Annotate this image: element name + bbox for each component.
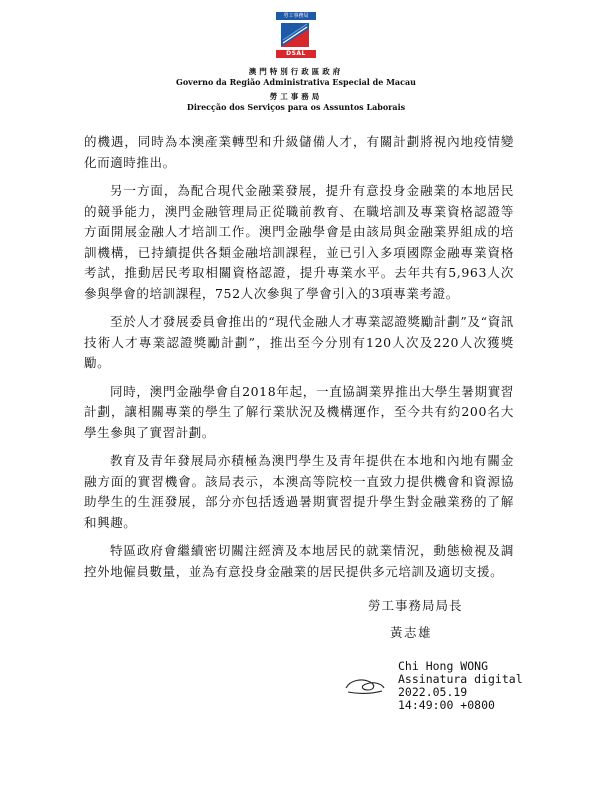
department-name-pt: Direcção dos Serviços para os Assuntos Laborais [186,102,406,112]
paragraph-4: 同時，澳門金融學會自2018年起，一直協調業界推出大學生暑期實習計劃，讓相關專業的學生了解行業狀況及機構運作，至今共有約200名大學生參與了實習計劃。 [84,383,514,440]
government-name-pt: Governo da Região Administrativa Especial de Macau [176,77,416,87]
paragraph-3: 至於人才發展委員會推出的“現代金融人才專業認證獎勵計劃”及“資訊技術人才專業認證獎勵計劃”，推出至今分別有120人次及220人次獲獎勵。 [84,314,514,370]
dsal-logo [276,12,316,58]
signatory-title: 勞工事務局局長 [368,598,463,613]
dsal-emblem-icon [279,21,313,49]
signatory-name: 黃志雄 [390,625,433,640]
digital-signature-signer: Chi Hong WONG [398,659,489,673]
digital-signature-block [398,660,523,712]
department-name-cn: 勞工事務局 [269,92,323,101]
paragraph-2: 另一方面，為配合現代金融業發展，提升有意投身金融業的本地居民的競爭能力，澳門金融管理局正從職前教育、在職培訓及專業資格認證等方面開展金融人才培訓工作。澳門金融學會是由該局與金融業界組成的培訓機構，已持續提供各類金融培訓課程，並已引入多項國際金融專業資格考試，推動居民考取相關資格認證，提升專業水平。去年共有5,963人次參與學會的培訓課程，752人次參與了學會引入的3項專業考證。 [84,183,514,301]
paragraph-6: 特區政府會繼續密切關注經濟及本地居民的就業情況，動態檢視及調控外地僱員數量，並為有意投身金融業的居民提供多元培訓及適切支援。 [84,543,514,579]
paragraph-1: 的機遇，同時為本澳產業轉型和升級儲備人才，有關計劃將視內地疫情變化而適時推出。 [84,134,514,170]
digital-signature-time: 14:49:00 +0800 [398,698,495,712]
paragraph-5: 教育及青年發展局亦積極為澳門學生及青年提供在本地和內地有關金融方面的實習機會。該局表示，本澳高等院校一直致力提供機會和資源協助學生的生涯發展，部分亦包括透過暑期實習提升學生對金融業務的了解和興趣。 [84,453,514,530]
handwritten-signature-icon [340,674,390,700]
digital-signature-date: 2022.05.19 [398,685,468,699]
letter-body [84,132,514,590]
letterhead [0,12,592,113]
government-name-cn: 澳門特別行政區政府 [248,67,344,76]
logo-top-text: 勞工事務局 [276,12,316,20]
digital-signature-label: Assinatura digital [398,672,523,686]
logo-bottom-text: DSAL [276,50,316,58]
